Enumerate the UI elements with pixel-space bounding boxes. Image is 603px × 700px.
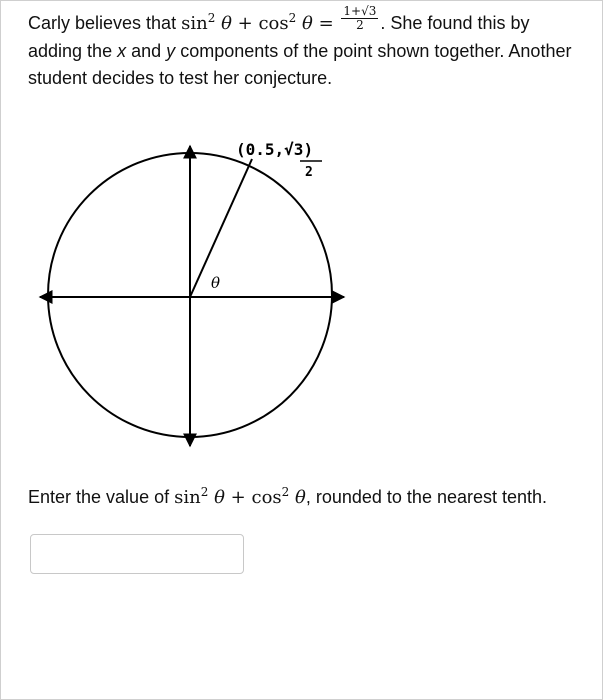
- identity-expression: [181, 3, 380, 34]
- fraction-numerator: 1+√3: [343, 3, 377, 18]
- cos-function: cos: [258, 13, 289, 34]
- fraction: [341, 5, 378, 32]
- prompt-expression: [174, 487, 306, 508]
- theta-symbol: θ: [214, 487, 225, 508]
- unit-circle-diagram: [30, 134, 350, 454]
- cos-function: cos: [251, 487, 282, 508]
- theta-symbol: θ: [295, 487, 306, 508]
- question-text: [28, 3, 588, 92]
- equals-sign: =: [318, 13, 334, 34]
- radius-line: [190, 159, 252, 297]
- point-label-open: (0.5,: [236, 140, 285, 159]
- cos-exponent: 2: [281, 485, 290, 499]
- theta-symbol: θ: [302, 13, 313, 34]
- point-label: [236, 140, 313, 159]
- sin-function: sin: [174, 487, 201, 508]
- point-sqrt: √3: [284, 140, 304, 159]
- question-after-fraction: . She found this by adding the: [28, 13, 530, 61]
- cos-exponent: 2: [288, 11, 297, 25]
- and-word: and: [131, 40, 162, 61]
- angle-label: θ: [211, 274, 221, 292]
- plus-sign: +: [237, 13, 253, 34]
- x-variable: x: [117, 40, 127, 61]
- sin-exponent: 2: [207, 11, 216, 25]
- prompt-after: , rounded to the nearest tenth.: [305, 487, 548, 507]
- sin-function: sin: [181, 13, 208, 34]
- sin-exponent: 2: [200, 485, 209, 499]
- point-denominator: 2: [305, 165, 313, 180]
- question-rest: components of the point shown together. Another student decides to test her conjecture.: [28, 40, 572, 88]
- answer-input[interactable]: [30, 534, 244, 574]
- prompt-before: Enter the value of: [28, 487, 170, 507]
- theta-symbol: θ: [221, 13, 232, 34]
- point-label-close: ): [303, 140, 314, 159]
- fraction-denominator: 2: [356, 17, 364, 32]
- question-intro: Carly believes that: [28, 13, 177, 33]
- plus-sign: +: [230, 487, 246, 508]
- prompt-text: [28, 484, 588, 511]
- y-variable: y: [166, 40, 176, 61]
